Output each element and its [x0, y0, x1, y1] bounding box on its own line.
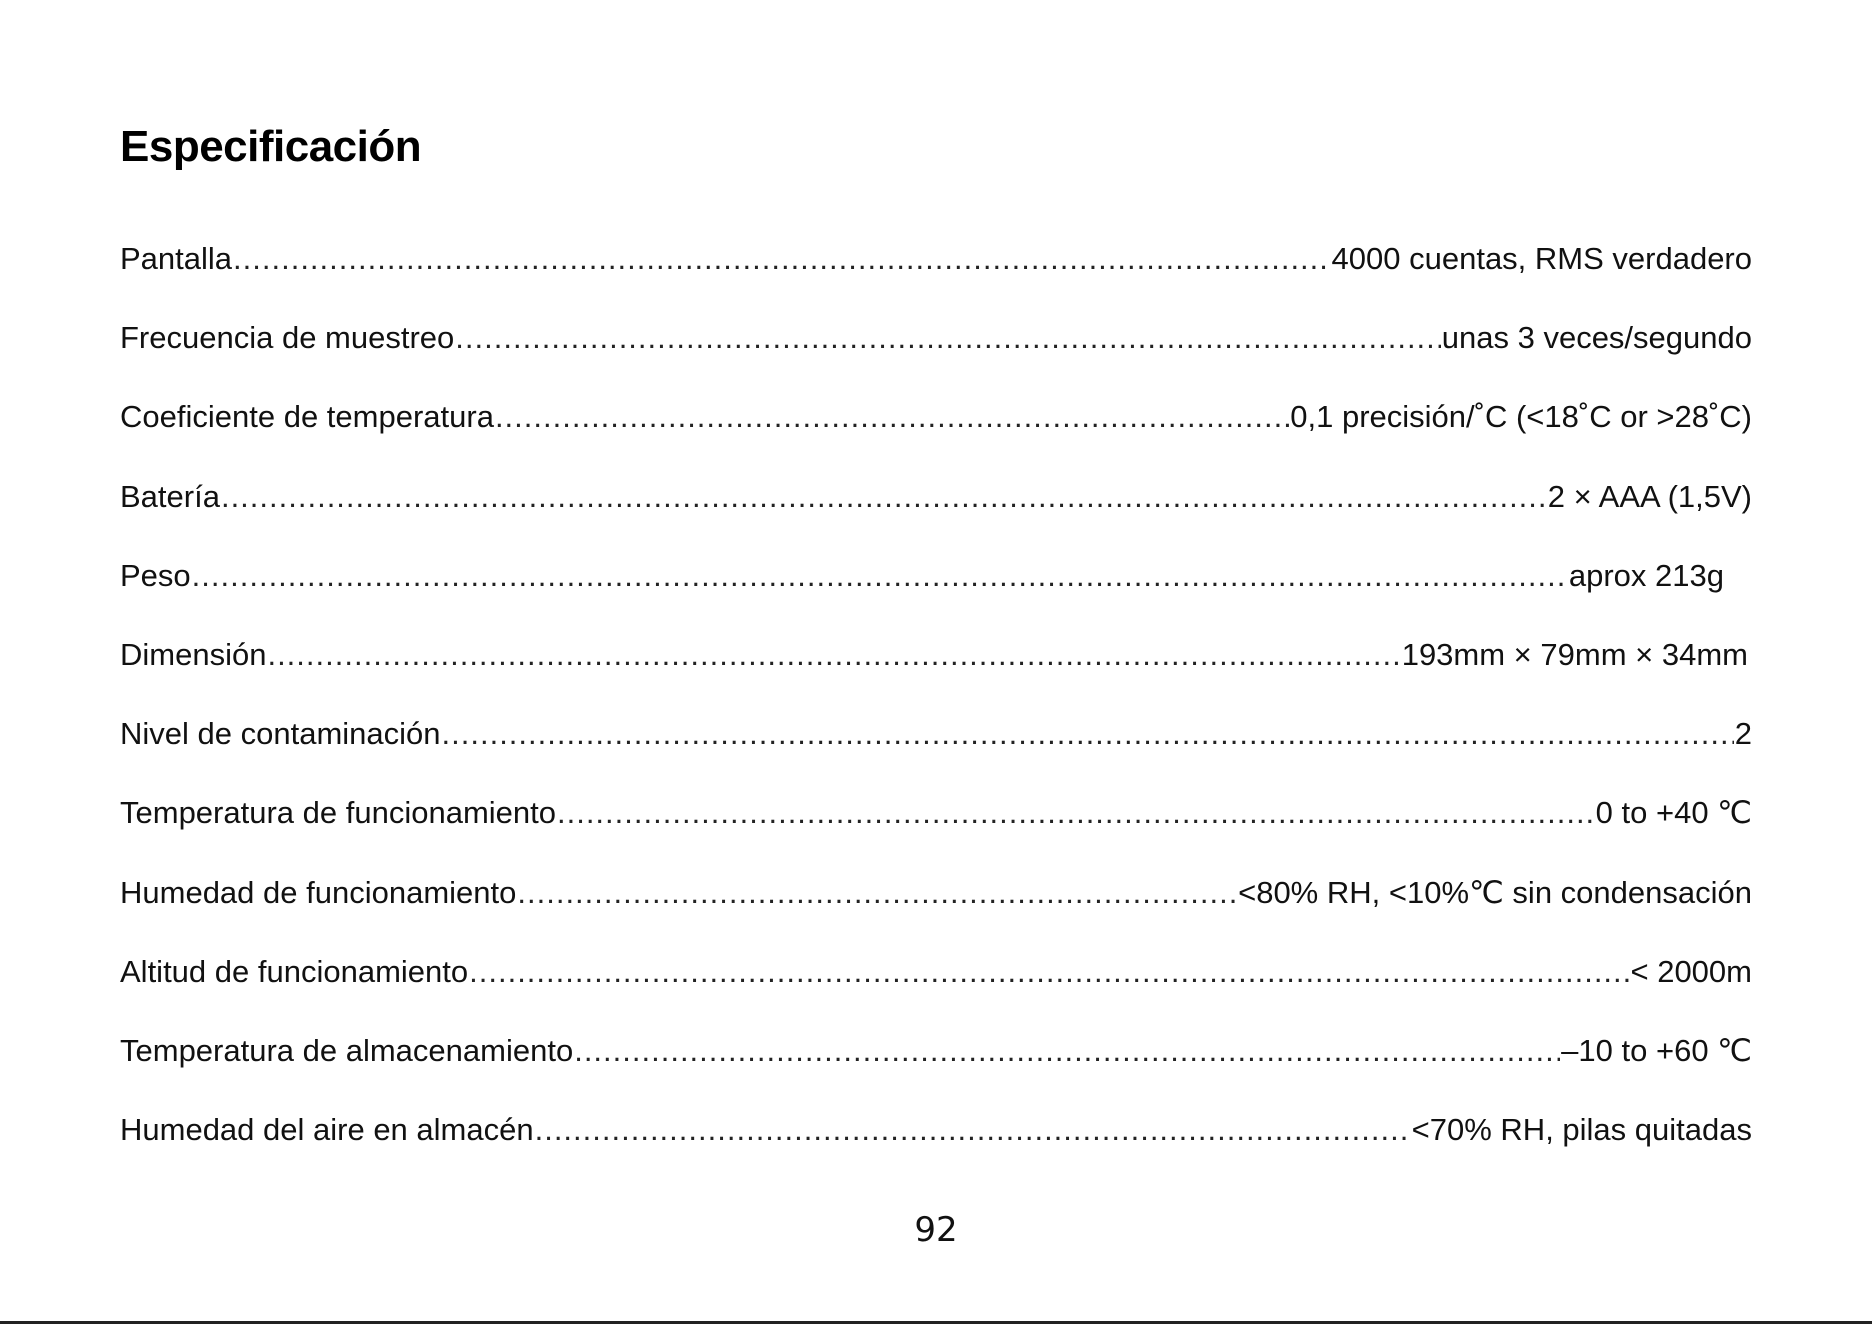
spec-label: Coeficiente de temperatura — [120, 399, 494, 435]
dot-leader — [455, 315, 1440, 361]
spec-row-nivel-de-contaminacion — [120, 711, 1752, 790]
spec-label: Temperatura de funcionamiento — [120, 795, 556, 831]
dot-leader — [233, 236, 1331, 282]
spec-label: Frecuencia de muestreo — [120, 320, 455, 356]
spec-label: Batería — [120, 478, 220, 514]
spec-row-dimension — [120, 632, 1752, 711]
page-title: Especificación — [120, 122, 422, 171]
dot-leader — [495, 394, 1289, 440]
dot-leader — [574, 1028, 1560, 1074]
spec-list — [120, 236, 1752, 1186]
spec-value: 2 — [1734, 716, 1752, 752]
spec-row-frecuencia-de-muestreo — [120, 315, 1752, 394]
spec-row-humedad-de-funcionamiento — [120, 870, 1752, 949]
page-number: 92 — [914, 1210, 958, 1250]
spec-row-temperatura-de-funcionamiento — [120, 790, 1752, 869]
spec-value: 4000 cuentas, RMS verdadero — [1331, 241, 1752, 276]
dot-leader — [535, 1107, 1411, 1153]
spec-label: Altitud de funcionamiento — [120, 953, 469, 989]
spec-value: 2 × AAA (1,5V) — [1547, 478, 1752, 514]
dot-leader — [192, 553, 1568, 599]
dot-leader — [469, 949, 1629, 995]
spec-label: Dimensión — [120, 636, 267, 672]
spec-label: Humedad del aire en almacén — [120, 1112, 534, 1148]
spec-row-humedad-del-aire-en-almacen — [120, 1107, 1752, 1186]
spec-value: 0,1 precisión/˚C (<18˚C or >28˚C) — [1290, 399, 1752, 435]
spec-value: 193mm × 79mm × 34mm — [1401, 636, 1748, 672]
spec-label: Pantalla — [120, 241, 233, 276]
spec-row-bateria — [120, 474, 1752, 553]
dot-leader — [267, 632, 1400, 678]
spec-value: 0 to +40 ℃ — [1595, 795, 1752, 831]
dot-leader — [221, 474, 1547, 520]
spec-value: <80% RH, <10%℃ sin condensación — [1238, 874, 1752, 910]
spec-value: aprox 213g — [1568, 557, 1724, 593]
spec-row-temperatura-de-almacenamiento — [120, 1028, 1752, 1107]
spec-row-pantalla — [120, 236, 1752, 315]
spec-value: –10 to +60 ℃ — [1561, 1032, 1752, 1068]
spec-value: unas 3 veces/segundo — [1441, 320, 1752, 356]
spec-value: <70% RH, pilas quitadas — [1411, 1112, 1752, 1148]
dot-leader — [557, 790, 1595, 836]
spec-label: Humedad de funcionamiento — [120, 874, 517, 910]
spec-row-peso — [120, 553, 1752, 632]
dot-leader — [517, 870, 1237, 916]
dot-leader — [442, 711, 1734, 757]
spec-label: Peso — [120, 557, 191, 593]
spec-label: Temperatura de almacenamiento — [120, 1032, 574, 1068]
spec-value: < 2000m — [1630, 953, 1752, 989]
spec-row-coeficiente-de-temperatura — [120, 394, 1752, 473]
spec-label: Nivel de contaminación — [120, 716, 441, 752]
spec-row-altitud-de-funcionamiento — [120, 949, 1752, 1028]
